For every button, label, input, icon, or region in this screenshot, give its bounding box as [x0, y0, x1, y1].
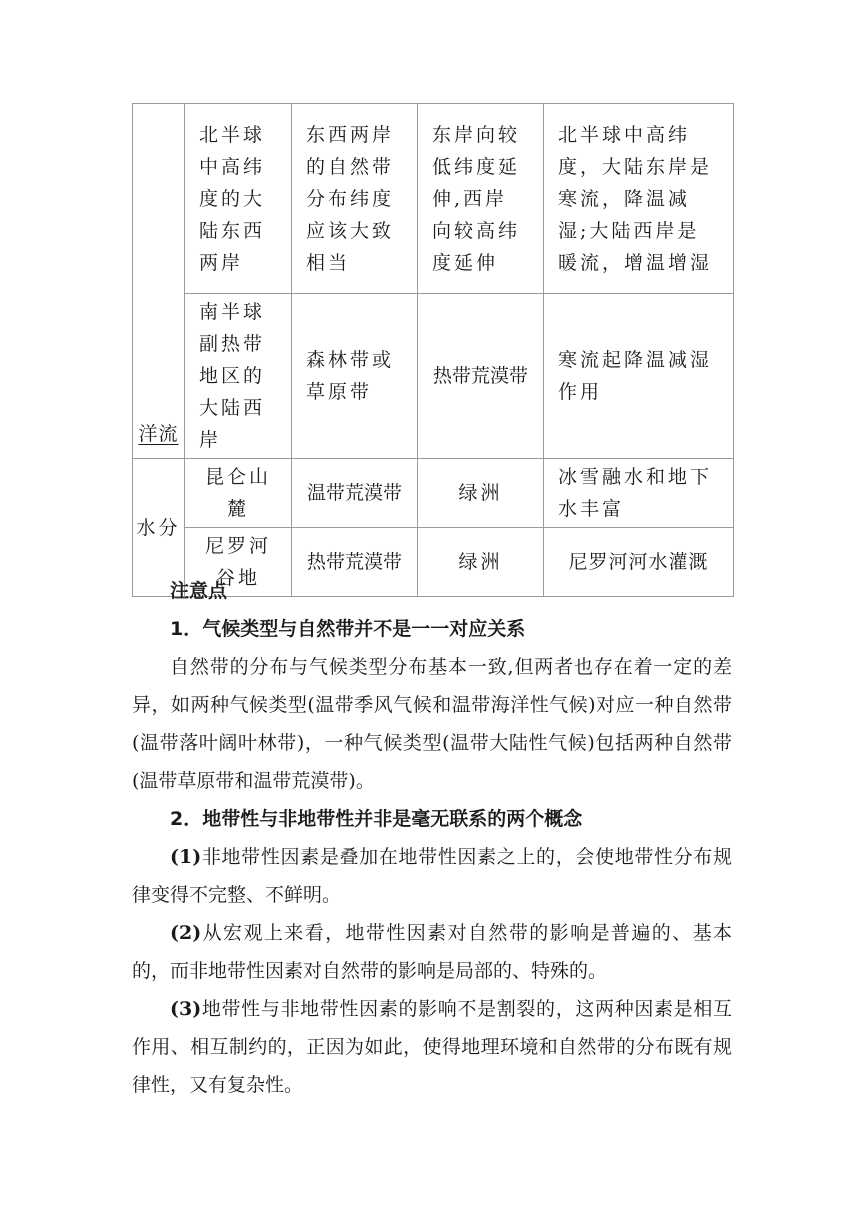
section-body-1: 自然带的分布与气候类型分布基本一致,但两者也存在着一定的差异，如两种气候类型(温带季风气候和温带海洋性气候)对应一种自然带(温带落叶阔叶林带)，一种气候类型(温带大陆性气候)包括两种自然带(温带草原带和温带荒漠带)。 [132, 656, 732, 792]
actual-zone-cell: 东岸向较低纬度延伸,西岸向较高纬度延伸 [418, 104, 544, 294]
actual-zone-cell: 绿洲 [418, 528, 544, 597]
point-number: (2) [170, 922, 202, 944]
section-heading-2: 2．地带性与非地带性并非是毫无联系的两个概念 [170, 808, 583, 830]
point-text: 从宏观上来看，地带性因素对自然带的影响是普遍的、基本的，而非地带性因素对自然带的影响是局部的、特殊的。 [132, 922, 732, 982]
category-label: 水分 [136, 516, 181, 539]
factor-table [132, 103, 734, 597]
location-cell: 昆仑山麓 [185, 459, 292, 528]
category-label: 洋流 [138, 423, 179, 445]
category-cell-ocean-current [133, 104, 185, 459]
reason-cell: 北半球中高纬度，大陆东岸是寒流，降温减湿;大陆西岸是暖流，增温增湿 [544, 104, 734, 294]
location-cell: 北半球中高纬度的大陆东西两岸 [185, 104, 292, 294]
point-1 [132, 838, 732, 914]
table-row [133, 294, 734, 459]
table-row [133, 104, 734, 294]
reason-cell: 寒流起降温减湿作用 [544, 294, 734, 459]
actual-zone-cell: 热带荒漠带 [418, 294, 544, 459]
point-2 [132, 914, 732, 990]
expected-zone-cell: 东西两岸的自然带分布纬度应该大致相当 [292, 104, 418, 294]
expected-zone-cell: 森林带或草原带 [292, 294, 418, 459]
notes-section [132, 572, 732, 1104]
point-number: (3) [170, 998, 202, 1020]
expected-zone-cell: 温带荒漠带 [292, 459, 418, 528]
expected-zone-cell: 热带荒漠带 [292, 528, 418, 597]
point-text: 地带性与非地带性因素的影响不是割裂的，这两种因素是相互作用、相互制约的，正因为如此，使得地理环境和自然带的分布既有规律性，又有复杂性。 [132, 998, 732, 1096]
point-text: 非地带性因素是叠加在地带性因素之上的，会使地带性分布规律变得不完整、不鲜明。 [132, 846, 732, 906]
point-3 [132, 990, 732, 1104]
reason-cell: 尼罗河河水灌溉 [544, 528, 734, 597]
location-cell: 南半球副热带地区的大陆西岸 [185, 294, 292, 459]
reason-cell: 冰雪融水和地下水丰富 [544, 459, 734, 528]
table-row [133, 459, 734, 528]
section-heading-1: 1．气候类型与自然带并不是一一对应关系 [170, 618, 526, 640]
notes-title: 注意点 [170, 580, 228, 602]
location-cell: 尼罗河谷地 [185, 528, 292, 597]
point-number: (1) [170, 846, 202, 868]
actual-zone-cell: 绿洲 [418, 459, 544, 528]
